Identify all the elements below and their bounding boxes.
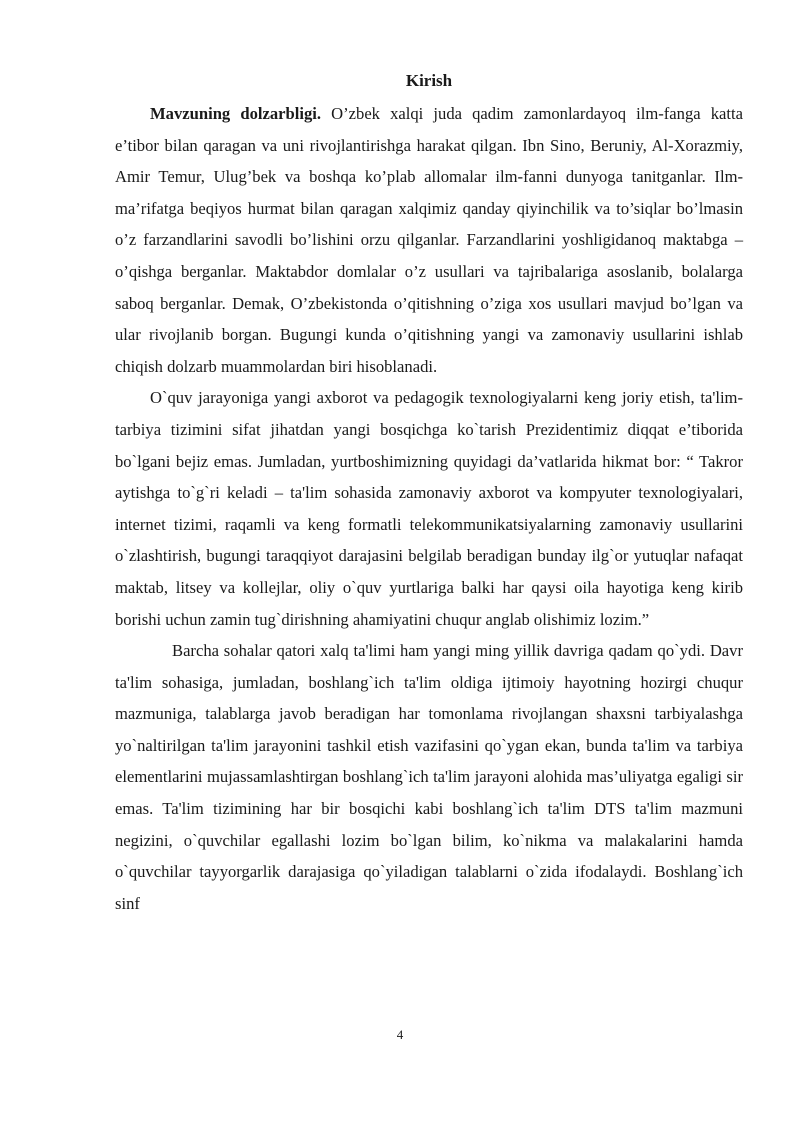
page-number: 4: [396, 1027, 404, 1042]
paragraph-body: O’zbek xalqi juda qadim zamonlardayoq ilm-fanga katta e’tibor bilan qaragan va uni rivojlantirishga harakat qilgan. Ibn Sino, Beruniy, Al-Xorazmiy, Amir Temur, Ulug’bek va boshqa ko’plab allomalar ilm-fanni dunyoga tanitganlar. Ilm-ma’rifatga beqiyos hurmat bilan qaragan xalqimiz qanday qiyinchilik va to’siqlar bo’lmasin o’z farzandlarini savodli bo’lishini orzu qilganlar. Farzandlarini yoshligidanoq maktabga – o’qishga berganlar. Maktabdor domlalar o’z usullari va tajribalariga asoslanib, bolalarga saboq berganlar. Demak, O’zbekistonda o’qitishning o’ziga xos usullari mavjud bo’lgan va ular rivojlanib borgan. Bugungi kunda o’qitishning yangi va zamonaviy usullarini ishlab chiqish dolzarb muammolardan biri hisoblanadi.: [115, 104, 743, 376]
paragraph-relevance: [115, 98, 743, 382]
document-page: [115, 70, 743, 919]
paragraph-lead-heading: Mavzuning dolzarbligi.: [150, 104, 322, 123]
paragraph-education-technology: O`quv jarayoniga yangi axborot va pedagogik texnologiyalarni keng joriy etish, ta'lim-tarbiya tizimini sifat jihatdan yangi bosqichga ko`tarish Prezidentimiz diqqat e’tiborida bo`lgani bejiz emas. Jumladan, yurtboshimizning quyidagi da’vatlarida hikmat bor: “ Takror aytishga to`g`ri keladi – ta'lim sohasida zamonaviy axborot va kompyuter texnologiyalari, internet tizimi, raqamli va keng formatli telekommunikatsiyalarning zamonaviy usullarini o`zlashtirish, bugungi taraqqiyot darajasini belgilab beradigan bunday ilg`or yutuqlar nafaqat maktab, litsey va kollejlar, oliy o`quv yurtlariga balki har qaysi oila hayotiga keng kirib borishi uchun zamin tug`dirishning ahamiyatini chuqur anglab olishimiz lozim.”: [115, 388, 743, 629]
section-title: Kirish: [405, 71, 453, 90]
paragraph-primary-education: Barcha sohalar qatori xalq ta'limi ham yangi ming yillik davriga qadam qo`ydi. Davr ta'lim sohasiga, jumladan, boshlang`ich ta'lim oldiga ijtimoiy hayotning hozirgi chuqur mazmuniga, talablarga javob beradigan har tomonlama rivojlangan shaxsni tarbiyalashga yo`naltirilgan ta'lim jarayonini tashkil etish vazifasini qo`ygan ekan, bunda ta'lim va tarbiya elementlarini mujassamlashtirgan boshlang`ich ta'lim jarayoni alohida mas’uliyatga egaligi sir emas. Ta'lim tizimining har bir bosqichi kabi boshlang`ich ta'lim DTS ta'lim mazmuni negizini, o`quvchilar egallashi lozim bo`lgan bilim, ko`nikma va malakalarini hamda o`quvchilar tayyorgarlik darajasiga qo`yiladigan talablarni o`zida ifodalaydi. Boshlang`ich sinf: [115, 641, 743, 913]
